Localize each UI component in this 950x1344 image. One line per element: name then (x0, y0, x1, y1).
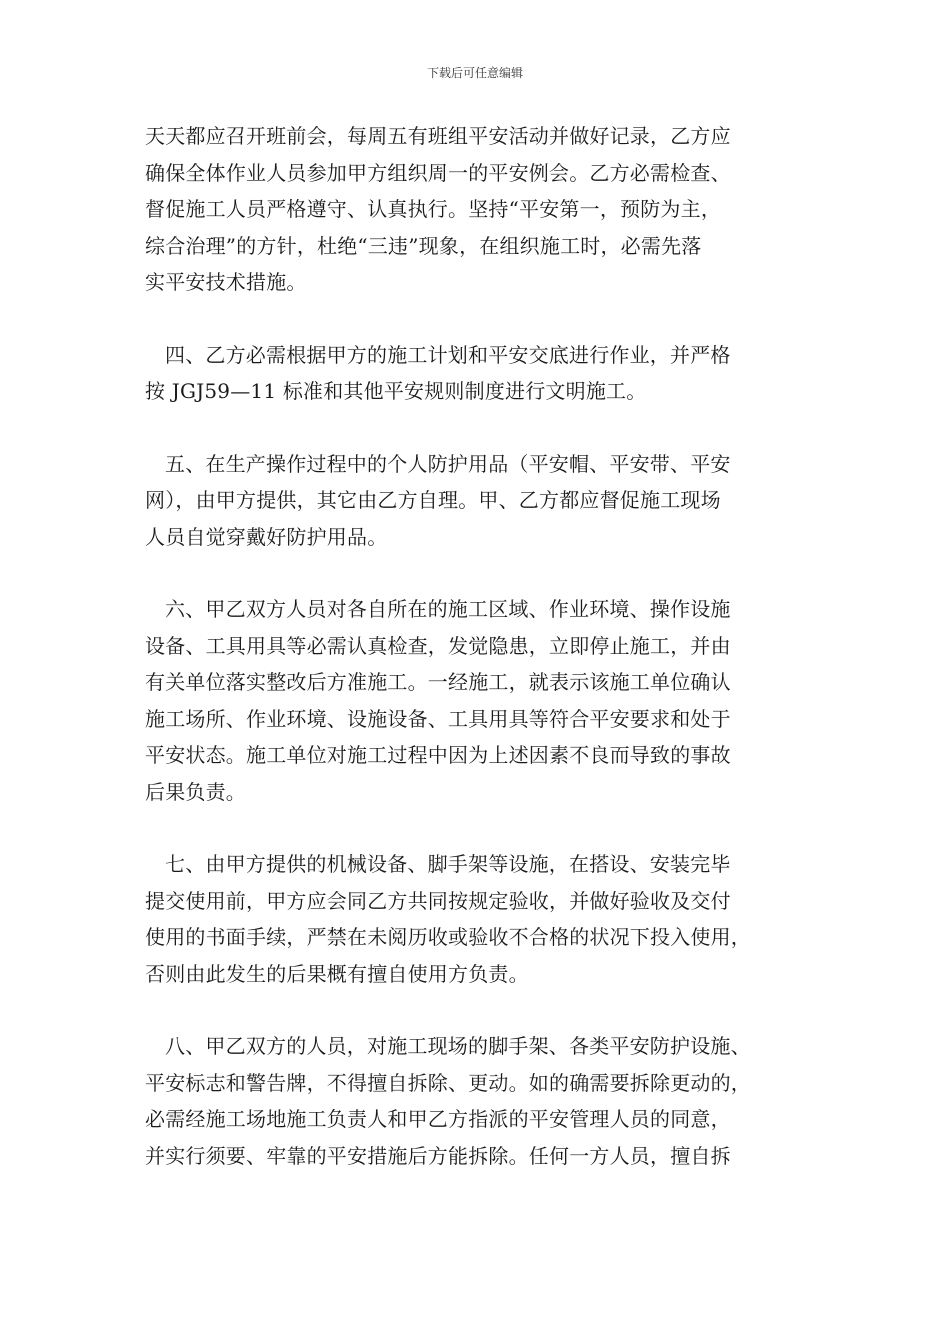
text-line: 八、甲乙双方的人员，对施工现场的脚手架、各类平安防护设施、 (165, 1034, 751, 1058)
document-body (145, 118, 835, 1174)
text-line: 平安标志和警告牌，不得擅自拆除、更动。如的确需要拆除更动的， (145, 1070, 751, 1095)
text-line: 后果负责。 (145, 779, 246, 804)
paragraph-section-8 (145, 1028, 835, 1174)
text-line: 施工场所、作业环境、设施设备、工具用具等符合平安要求和处于 (145, 706, 731, 731)
text-line: 并实行须要、牢靠的平安措施后方能拆除。任何一方人员，擅自拆 (145, 1143, 731, 1168)
text-line: 七、由甲方提供的机械设备、脚手架等设施，在搭设、安装完毕 (165, 852, 731, 876)
text-line: 六、甲乙双方人员对各自所在的施工区域、作业环境、操作设施 (165, 597, 731, 621)
paragraph-section-6 (145, 591, 835, 810)
text-line: 否则由此发生的后果概有擅自使用方负责。 (145, 961, 529, 986)
text-line: 提交使用前，甲方应会同乙方共同按规定验收，并做好验收及交付 (145, 888, 731, 913)
paragraph-section-4 (145, 337, 835, 410)
text-line: 人员自觉穿戴好防护用品。 (145, 524, 388, 549)
text-line: 使用的书面手续，严禁在未阅历收或验收不合格的状况下投入使用， (145, 925, 751, 949)
text-line: 按 JGJ59—11 标准和其他平安规则制度进行文明施工。 (145, 379, 647, 403)
text-line: 确保全体作业人员参加甲方组织周一的平安例会。乙方必需检查、 (145, 160, 731, 185)
text-line: 实平安技术措施。 (145, 270, 307, 294)
text-line: 网），由甲方提供，其它由乙方自理。甲、乙方都应督促施工现场 (145, 488, 721, 512)
text-line: 天天都应召开班前会，每周五有班组平安活动并做好记录，乙方应 (145, 124, 731, 148)
text-line: 四、乙方必需根据甲方的施工计划和平安交底进行作业，并严格 (165, 342, 731, 367)
paragraph-section-7 (145, 846, 835, 992)
text-line: 平安状态。施工单位对施工过程中因为上述因素不良而导致的事故 (145, 743, 731, 767)
text-line: 综合治理”的方针，杜绝“三违”现象，在组织施工时，必需先落 (145, 233, 702, 258)
text-line: 必需经施工场地施工负责人和甲乙方指派的平安管理人员的同意， (145, 1107, 731, 1131)
text-line: 督促施工人员严格遵守、认真执行。坚持“平安第一，预防为主， (145, 197, 722, 221)
paragraph-section-5 (145, 446, 835, 556)
text-line: 有关单位落实整改后方准施工。一经施工，就表示该施工单位确认 (145, 670, 731, 694)
paragraph-1 (145, 118, 835, 301)
text-line: 五、在生产操作过程中的个人防护用品（平安帽、平安带、平安 (165, 451, 731, 476)
text-line: 设备、工具用具等必需认真检查，发觉隐患，立即停止施工，并由 (145, 633, 731, 658)
header-note: 下载后可任意编辑 (426, 66, 523, 80)
